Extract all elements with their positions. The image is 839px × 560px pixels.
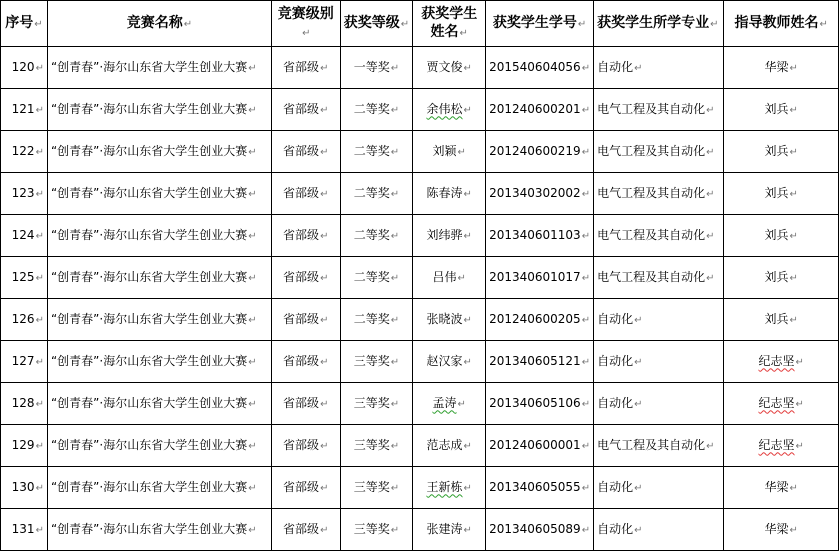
cell-grade: 二等奖↵: [340, 215, 413, 257]
cell-level: 省部级↵: [271, 215, 340, 257]
cell-student-id: 201340605106↵: [486, 383, 594, 425]
cell-seq: 123↵: [1, 173, 48, 215]
cell-competition: “创青春”·海尔山东省大学生创业大赛↵: [47, 341, 271, 383]
cell-seq: 128↵: [1, 383, 48, 425]
cell-teacher: 刘兵↵: [724, 299, 839, 341]
cell-student-id: 201240600219↵: [486, 131, 594, 173]
cell-level: 省部级↵: [271, 173, 340, 215]
table-row: [1, 425, 839, 467]
cell-seq: 121↵: [1, 89, 48, 131]
cell-student-name: 陈春涛↵: [413, 173, 486, 215]
table-row: [1, 47, 839, 89]
header-grade: 获奖等级↵: [340, 1, 413, 47]
cell-grade: 三等奖↵: [340, 467, 413, 509]
cell-level: 省部级↵: [271, 47, 340, 89]
cell-student-id: 201340302002↵: [486, 173, 594, 215]
cell-grade: 三等奖↵: [340, 425, 413, 467]
cell-major: 自动化↵: [594, 383, 724, 425]
cell-competition: “创青春”·海尔山东省大学生创业大赛↵: [47, 173, 271, 215]
cell-teacher: 纪志坚↵: [724, 425, 839, 467]
cell-seq: 125↵: [1, 257, 48, 299]
cell-student-id: 201240600201↵: [486, 89, 594, 131]
cell-major: 电气工程及其自动化↵: [594, 257, 724, 299]
table-row: [1, 131, 839, 173]
cell-student-id: 201540604056↵: [486, 47, 594, 89]
cell-major: 电气工程及其自动化↵: [594, 89, 724, 131]
cell-student-id: 201340605055↵: [486, 467, 594, 509]
cell-teacher: 纪志坚↵: [724, 383, 839, 425]
table-row: [1, 467, 839, 509]
cell-student-name: 贾文俊↵: [413, 47, 486, 89]
cell-grade: 二等奖↵: [340, 89, 413, 131]
cell-student-name: 张建涛↵: [413, 509, 486, 551]
cell-competition: “创青春”·海尔山东省大学生创业大赛↵: [47, 299, 271, 341]
cell-student-name: 范志成↵: [413, 425, 486, 467]
header-seq: 序号↵: [1, 1, 48, 47]
cell-student-name: 孟涛↵: [413, 383, 486, 425]
cell-competition: “创青春”·海尔山东省大学生创业大赛↵: [47, 47, 271, 89]
cell-student-id: 201340601017↵: [486, 257, 594, 299]
cell-major: 电气工程及其自动化↵: [594, 425, 724, 467]
table-row: [1, 509, 839, 551]
cell-teacher: 华梁↵: [724, 509, 839, 551]
cell-student-id: 201340605089↵: [486, 509, 594, 551]
cell-student-name: 吕伟↵: [413, 257, 486, 299]
cell-grade: 一等奖↵: [340, 47, 413, 89]
cell-seq: 130↵: [1, 467, 48, 509]
cell-major: 自动化↵: [594, 467, 724, 509]
cell-major: 电气工程及其自动化↵: [594, 215, 724, 257]
cell-student-name: 刘颖↵: [413, 131, 486, 173]
cell-major: 自动化↵: [594, 299, 724, 341]
cell-student-name: 刘纬骅↵: [413, 215, 486, 257]
table-row: [1, 89, 839, 131]
table-row: [1, 215, 839, 257]
cell-teacher: 华梁↵: [724, 467, 839, 509]
cell-level: 省部级↵: [271, 89, 340, 131]
header-teacher: 指导教师姓名↵: [724, 1, 839, 47]
cell-teacher: 纪志坚↵: [724, 341, 839, 383]
cell-competition: “创青春”·海尔山东省大学生创业大赛↵: [47, 257, 271, 299]
cell-level: 省部级↵: [271, 341, 340, 383]
cell-grade: 三等奖↵: [340, 383, 413, 425]
cell-major: 自动化↵: [594, 509, 724, 551]
header-row: [1, 1, 839, 47]
table-body: [1, 47, 839, 551]
cell-level: 省部级↵: [271, 425, 340, 467]
cell-student-id: 201240600205↵: [486, 299, 594, 341]
cell-major: 电气工程及其自动化↵: [594, 131, 724, 173]
table-row: [1, 173, 839, 215]
cell-level: 省部级↵: [271, 257, 340, 299]
cell-competition: “创青春”·海尔山东省大学生创业大赛↵: [47, 89, 271, 131]
cell-seq: 120↵: [1, 47, 48, 89]
header-level: 竞赛级别↵: [271, 1, 340, 47]
cell-seq: 131↵: [1, 509, 48, 551]
cell-competition: “创青春”·海尔山东省大学生创业大赛↵: [47, 131, 271, 173]
cell-teacher: 刘兵↵: [724, 131, 839, 173]
header-major: 获奖学生所学专业↵: [594, 1, 724, 47]
cell-competition: “创青春”·海尔山东省大学生创业大赛↵: [47, 425, 271, 467]
cell-grade: 二等奖↵: [340, 131, 413, 173]
cell-teacher: 华梁↵: [724, 47, 839, 89]
cell-seq: 129↵: [1, 425, 48, 467]
cell-student-name: 赵汉家↵: [413, 341, 486, 383]
cell-competition: “创青春”·海尔山东省大学生创业大赛↵: [47, 383, 271, 425]
cell-major: 自动化↵: [594, 341, 724, 383]
cell-teacher: 刘兵↵: [724, 215, 839, 257]
cell-student-name: 王新栋↵: [413, 467, 486, 509]
cell-major: 电气工程及其自动化↵: [594, 173, 724, 215]
header-student-name: 获奖学生姓名↵: [413, 1, 486, 47]
cell-student-name: 张晓波↵: [413, 299, 486, 341]
cell-teacher: 刘兵↵: [724, 257, 839, 299]
cell-student-id: 201240600001↵: [486, 425, 594, 467]
table-row: [1, 299, 839, 341]
cell-level: 省部级↵: [271, 299, 340, 341]
table-row: [1, 257, 839, 299]
cell-competition: “创青春”·海尔山东省大学生创业大赛↵: [47, 215, 271, 257]
cell-grade: 二等奖↵: [340, 173, 413, 215]
table-row: [1, 383, 839, 425]
cell-level: 省部级↵: [271, 509, 340, 551]
cell-major: 自动化↵: [594, 47, 724, 89]
cell-teacher: 刘兵↵: [724, 89, 839, 131]
cell-student-id: 201340605121↵: [486, 341, 594, 383]
cell-grade: 二等奖↵: [340, 257, 413, 299]
cell-competition: “创青春”·海尔山东省大学生创业大赛↵: [47, 467, 271, 509]
cell-student-id: 201340601103↵: [486, 215, 594, 257]
cell-seq: 122↵: [1, 131, 48, 173]
header-competition: 竞赛名称↵: [47, 1, 271, 47]
header-student-id: 获奖学生学号↵: [486, 1, 594, 47]
cell-seq: 124↵: [1, 215, 48, 257]
cell-competition: “创青春”·海尔山东省大学生创业大赛↵: [47, 509, 271, 551]
cell-level: 省部级↵: [271, 131, 340, 173]
cell-seq: 127↵: [1, 341, 48, 383]
cell-seq: 126↵: [1, 299, 48, 341]
table-row: [1, 341, 839, 383]
cell-level: 省部级↵: [271, 383, 340, 425]
cell-level: 省部级↵: [271, 467, 340, 509]
cell-teacher: 刘兵↵: [724, 173, 839, 215]
cell-grade: 三等奖↵: [340, 509, 413, 551]
cell-grade: 三等奖↵: [340, 341, 413, 383]
cell-grade: 二等奖↵: [340, 299, 413, 341]
cell-student-name: 余伟松↵: [413, 89, 486, 131]
